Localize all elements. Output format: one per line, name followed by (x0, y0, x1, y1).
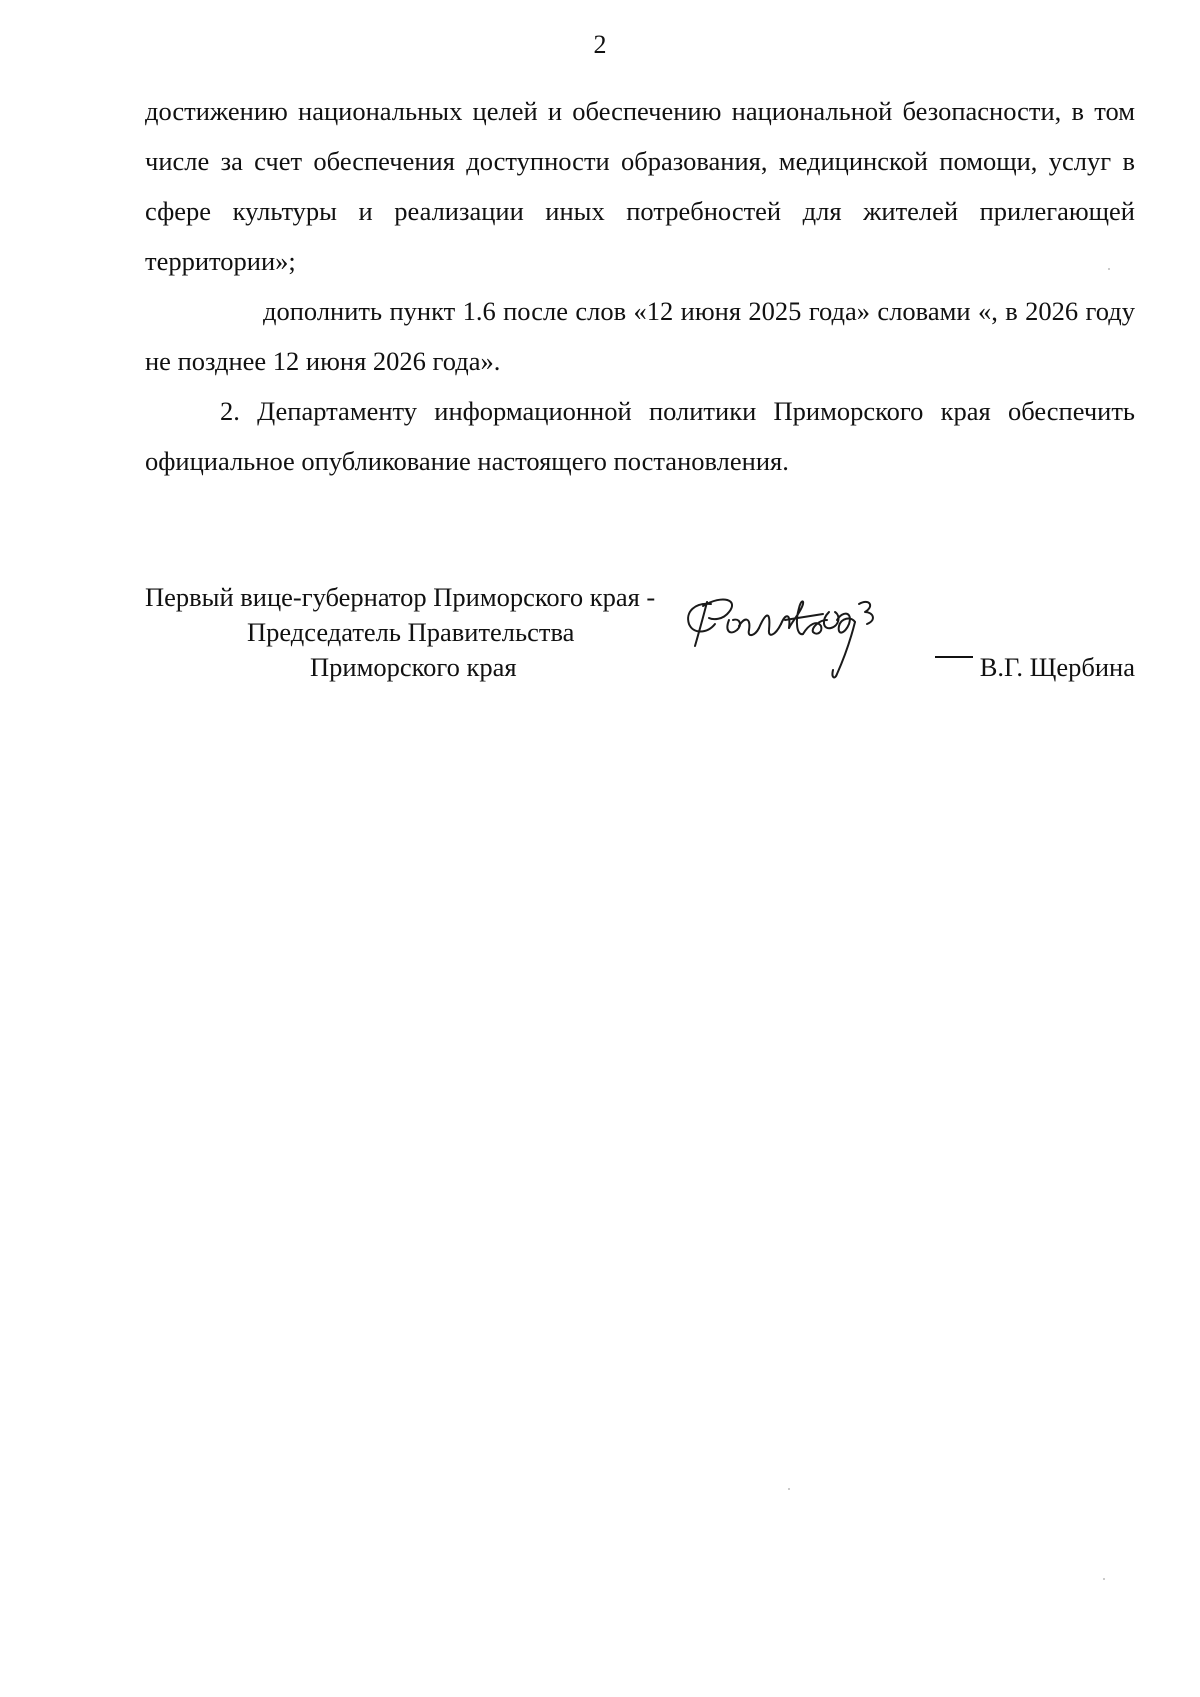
paragraph-amendment: дополнить пункт 1.6 после слов «12 июня 2025 года» словами «, в 2026 году не позднее 12 июня 2026 года». (145, 296, 1135, 376)
paragraph-continuation: достижению национальных целей и обеспечению национальной безопасности, в том числе за счет обеспечения доступности образования, медицинской помощи, услуг в сфере культуры и реализации иных потребностей для жителей прилегающей территории»; (145, 96, 1135, 276)
document-body (145, 86, 1135, 486)
signatory-title (145, 580, 705, 685)
scan-speck (788, 1488, 790, 1490)
paragraph-publication: 2. Департаменту информационной политики Приморского края обеспечить официальное опубликование настоящего постановления. (145, 396, 1135, 476)
signatory-title-line: Первый вице-губернатор Приморского края - (145, 582, 656, 612)
page-number: 2 (593, 30, 607, 59)
signature-dash (935, 656, 973, 658)
signatory-title-line: Приморского края (310, 652, 517, 682)
signature-block (145, 580, 1135, 690)
handwritten-signature (673, 590, 963, 690)
scan-speck (1103, 1578, 1105, 1580)
signatory-title-line: Председатель Правительства (247, 617, 575, 647)
signatory-name: В.Г. Щербина (979, 652, 1135, 682)
scan-speck (1108, 268, 1110, 270)
